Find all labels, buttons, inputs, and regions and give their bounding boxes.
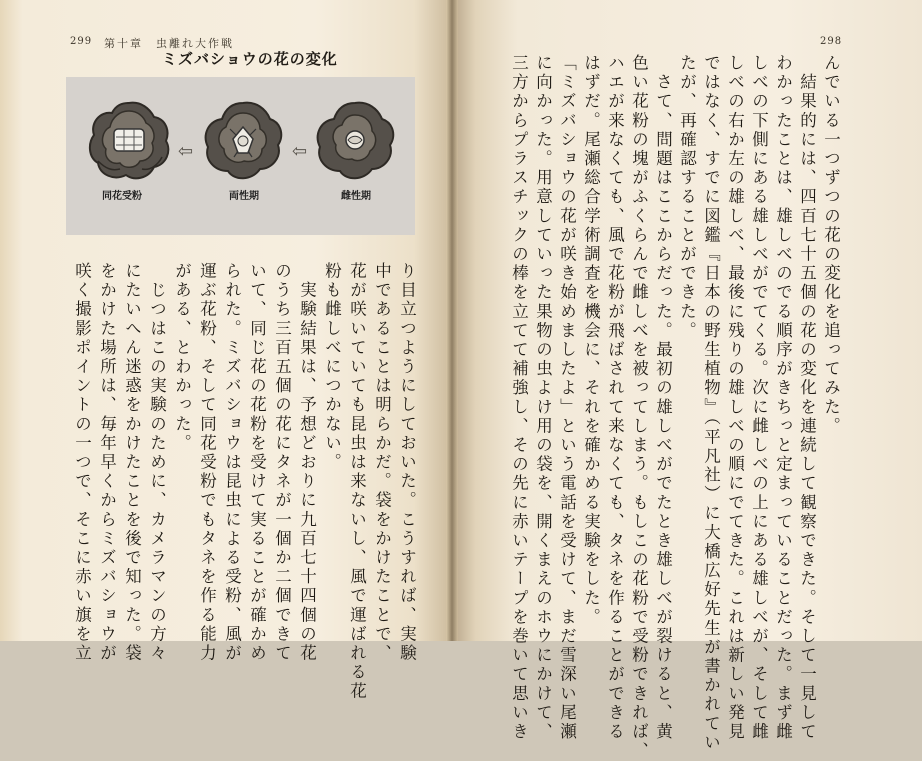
left-page-number: 299 (70, 36, 93, 47)
left-text-column: り目立つようにしておいた。こうすれば、実験 (397, 262, 417, 664)
left-arrow-icon: ⇦ (178, 141, 194, 162)
right-text-column: わかったことは、雄しべのでる順序がきちっと定まっていることだった。まず雌 (773, 54, 793, 742)
figure-title: ミズバショウの花の変化 (162, 50, 338, 68)
left-text-column: 粉も雌しべにつかない。 (322, 262, 342, 473)
figure-panel (66, 77, 415, 235)
figure-label-self-pollination: 同花受粉 (102, 191, 142, 202)
left-arrow-icon: ⇦ (292, 141, 308, 162)
right-text-column: ハエが来なくても、風で花粉が飛ばされて来なくても、タネを作ることができる (605, 54, 625, 742)
left-text-column: 咲く撮影ポイントの一つで、そこに赤い旗を立 (72, 262, 92, 664)
right-text-column: ではなく、すでに図鑑『日本の野生植物』（平凡社）に大橋広好先生が書かれてい (701, 54, 721, 753)
left-text-column: のうち三百五個の花にタネが一個か二個できて (272, 262, 292, 664)
flower-bisexual-stage-illustration (200, 99, 286, 183)
left-text-column: じつはこの実験のために、カメラマンの方々 (147, 262, 167, 664)
flower-female-stage-illustration (312, 99, 398, 183)
figure-label-female-stage: 雌性期 (341, 191, 371, 202)
book-gutter (446, 0, 458, 641)
chapter-heading: 第十章 虫離れ大作戦 (104, 37, 234, 50)
right-text-column: しべの下側にある雄しべがでてくる。次に雌しべの上にある雄しべが、そして雌 (749, 54, 769, 742)
right-text-column: はずだ。尾瀬総合学術調査を機会に、それを確かめる実験をした。 (581, 54, 601, 627)
left-text-column: をかけた場所は、毎年早くからミズバショウが (97, 262, 117, 664)
left-text-column: 実験結果は、予想どおりに九百七十四個の花 (297, 262, 317, 664)
flower-self-pollination-illustration (86, 99, 172, 183)
right-text-column: さて、問題はここからだった。最初の雄しべがでたとき雄しべが裂けると、黄 (653, 54, 673, 742)
left-text-column: いて、同じ花の花粉を受けて実ることが確かめ (247, 262, 267, 664)
left-text-column: られた。ミズバショウは昆虫による受粉、風が (222, 262, 242, 664)
left-text-column: にたいへん迷惑をかけたことを後で知った。袋 (122, 262, 142, 664)
right-text-column: たが、再確認することができた。 (677, 54, 697, 341)
right-text-column: に向かった。用意していった果物の虫よけ用の袋を、開くまえのホウにかけて、 (533, 54, 553, 742)
right-text-column: 結果的には、四百七十五個の花の変化を連続して観察できた。そして一見して (797, 54, 817, 742)
right-text-column: しべの右か左の雄しべ、最後に残りの雄しべの順にでてきた。これは新しい発見 (725, 54, 745, 742)
right-text-column: 三方からプラスチックの棒を立てて補強し、その先に赤いテープを巻いて思いき (509, 54, 529, 742)
left-text-column: 運ぶ花粉、そして同花受粉でもタネを作る能力 (197, 262, 217, 664)
right-page-number: 298 (820, 36, 843, 47)
right-text-column: 「ミズバショウの花が咲き始めましたよ」という電話を受けて、まだ雪深い尾瀬 (557, 54, 577, 742)
figure-label-bisexual-stage: 両性期 (229, 191, 259, 202)
left-text-column: がある、とわかった。 (172, 262, 192, 453)
left-text-column: 中であることは明らかだ。袋をかけたことで、 (372, 262, 392, 664)
left-text-column: 花が咲いていても昆虫は来ないし、風で運ばれる花 (347, 262, 367, 702)
right-text-column: んでいる一つずつの花の変化を追ってみた。 (821, 54, 841, 436)
right-text-column: 色い花粉の塊がふくらんで雌しべを被ってしまう。もしこの花粉で受粉できれば、 (629, 54, 649, 761)
